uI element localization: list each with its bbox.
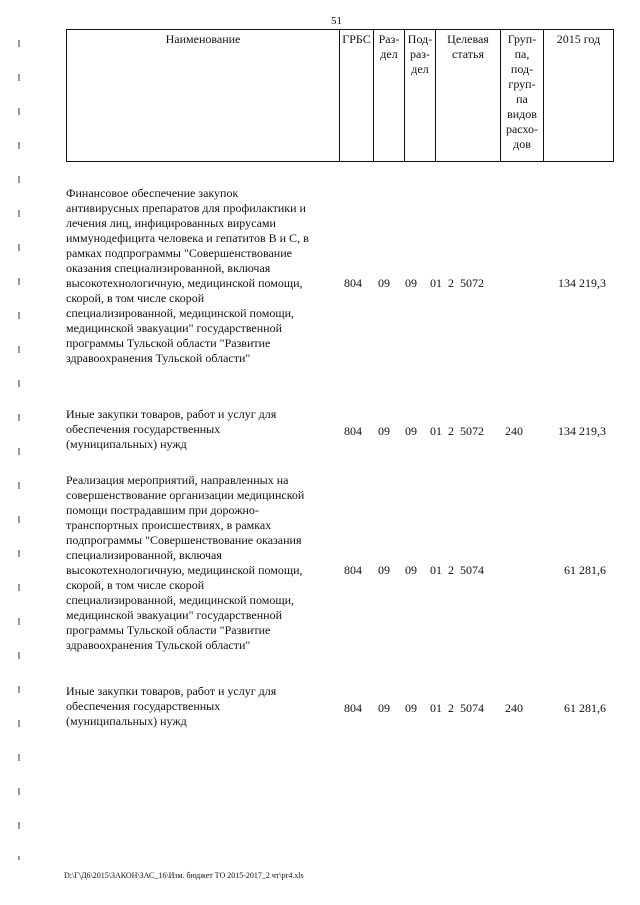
header-podrazdel: Под- раз- дел (405, 30, 436, 162)
header-expense-type: Груп- па, под- груп- па видов расхо- дов (501, 30, 544, 162)
row-grbs: 804 (344, 276, 362, 290)
row-razdel: 09 (378, 276, 390, 290)
header-year-2015: 2015 год (544, 30, 614, 162)
row-podrazdel: 09 (405, 424, 417, 438)
row-sum-2015: 61 281,6 (564, 563, 606, 577)
row-podrazdel: 09 (405, 276, 417, 290)
row-target-article: 01 2 5072 (430, 424, 484, 438)
footer-file-path: D:\Г\Д6\2015\ЗАКОН\ЗАС_16\Изм. бюджет ТО 2015-2017_2 чт\pr4.xls (64, 871, 304, 880)
header-target-article: Целевая статья (436, 30, 501, 162)
row-grbs: 804 (344, 424, 362, 438)
row-name: Финансовое обеспечение закупок антивирусных препаратов для профилактики и лечения лиц, инфицированных вирусами иммунодефицита человека и гепатитов В и С, в рамках подпрограммы "Совершенствование оказания специализированной, включая высокотехнологичную, медицинской помощи, скорой, в том числе скорой специализированной, медицинской помощи, медицинской эвакуации" государственной программы Тульской области "Развитие здравоохранения Тульской области" (66, 186, 309, 365)
row-name: Иные закупки товаров, работ и услуг для обеспечения государственных (муниципальных) нужд (66, 407, 277, 451)
row-grbs: 804 (344, 563, 362, 577)
row-podrazdel: 09 (405, 563, 417, 577)
row-expense-type: 240 (505, 701, 523, 715)
row-name: Иные закупки товаров, работ и услуг для обеспечения государственных (муниципальных) нужд (66, 684, 277, 728)
row-name: Реализация мероприятий, направленных на совершенствование организации медицинской помощи пострадавшим при дорожно- транспортных происшествиях, в рамках подпрограммы "Совершенствование оказания специализированной, включая высокотехнологичную, медицинской помощи, скорой, в том числе скорой специализированной, медицинской помощи, медицинской эвакуации" государственной программы Тульской области "Развитие здравоохранения Тульской области" (66, 473, 305, 652)
row-expense-type: 240 (505, 424, 523, 438)
header-razdel: Раз- дел (374, 30, 405, 162)
row-grbs: 804 (344, 701, 362, 715)
row-podrazdel: 09 (405, 701, 417, 715)
row-target-article: 01 2 5074 (430, 701, 484, 715)
row-sum-2015: 134 219,3 (558, 276, 606, 290)
page-number: 51 (331, 15, 342, 27)
margin-dashed-line (18, 40, 20, 860)
row-sum-2015: 134 219,3 (558, 424, 606, 438)
row-razdel: 09 (378, 424, 390, 438)
header-grbs: ГРБС (340, 30, 374, 162)
header-name: Наименование (67, 30, 340, 162)
table-header (66, 29, 614, 162)
row-razdel: 09 (378, 563, 390, 577)
row-razdel: 09 (378, 701, 390, 715)
row-sum-2015: 61 281,6 (564, 701, 606, 715)
row-target-article: 01 2 5074 (430, 563, 484, 577)
row-target-article: 01 2 5072 (430, 276, 484, 290)
